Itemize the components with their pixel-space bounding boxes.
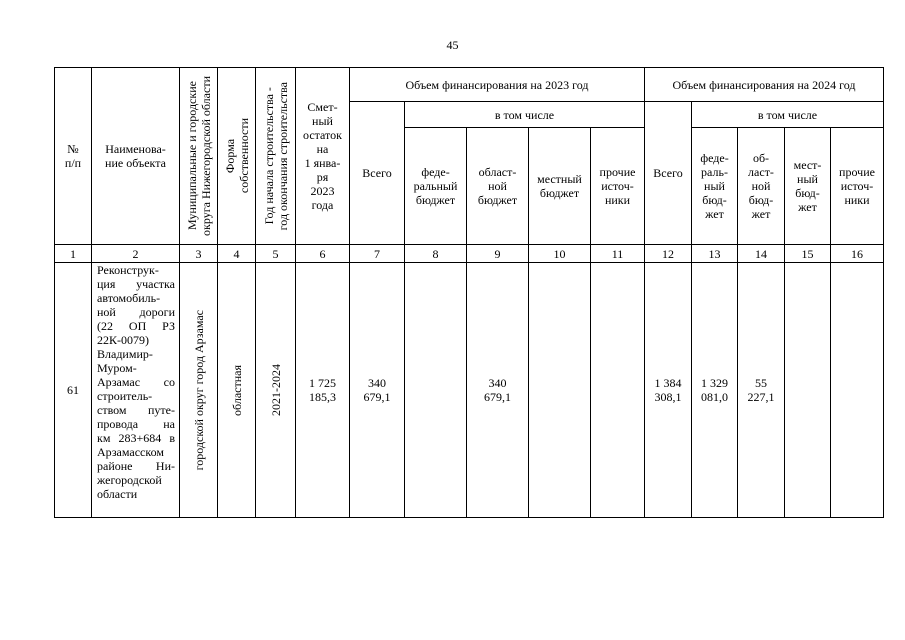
financing-table bbox=[54, 67, 884, 518]
header-group-2024: Объем финансирования на 2024 год bbox=[645, 68, 884, 102]
header-other-2024: прочие источ- ники bbox=[831, 128, 884, 245]
header-federal-2024: феде- раль- ный бюд- жет bbox=[692, 128, 738, 245]
header-total-2023: Всего bbox=[350, 102, 405, 245]
header-municipality: Муниципальные и городские округа Нижегородской области bbox=[180, 68, 218, 245]
federal-2023 bbox=[405, 263, 467, 518]
other-2023 bbox=[591, 263, 645, 518]
column-number: 10 bbox=[529, 245, 591, 263]
construction-years: 2021-2024 bbox=[256, 263, 296, 518]
header-group-2023: Объем финансирования на 2023 год bbox=[350, 68, 645, 102]
column-number: 14 bbox=[738, 245, 785, 263]
row-number: 61 bbox=[55, 263, 92, 518]
header-regional-2023: област- ной бюджет bbox=[467, 128, 529, 245]
header-including-2024: в том числе bbox=[692, 102, 884, 128]
header-local-2024: мест- ный бюд- жет bbox=[785, 128, 831, 245]
regional-2024: 55 227,1 bbox=[738, 263, 785, 518]
column-number: 1 bbox=[55, 245, 92, 263]
regional-2023: 340 679,1 bbox=[467, 263, 529, 518]
federal-2024: 1 329 081,0 bbox=[692, 263, 738, 518]
column-number: 9 bbox=[467, 245, 529, 263]
header-total-2024: Всего bbox=[645, 102, 692, 245]
total-2023: 340 679,1 bbox=[350, 263, 405, 518]
table-row bbox=[55, 263, 884, 518]
column-number: 5 bbox=[256, 245, 296, 263]
header-estimate-balance: Смет- ный остаток на 1 янва- ря 2023 года bbox=[296, 68, 350, 245]
column-numbers-row bbox=[55, 245, 884, 263]
municipality: городской округ город Арзамас bbox=[180, 263, 218, 518]
column-number: 2 bbox=[92, 245, 180, 263]
header-other-2023: прочие источ- ники bbox=[591, 128, 645, 245]
column-number: 3 bbox=[180, 245, 218, 263]
header-federal-2023: феде- ральный бюджет bbox=[405, 128, 467, 245]
column-number: 16 bbox=[831, 245, 884, 263]
column-number: 12 bbox=[645, 245, 692, 263]
header-regional-2024: об- ласт- ной бюд- жет bbox=[738, 128, 785, 245]
total-2024: 1 384 308,1 bbox=[645, 263, 692, 518]
header-object-name: Наименова- ние объекта bbox=[92, 68, 180, 245]
header-local-2023: местный бюджет bbox=[529, 128, 591, 245]
column-number: 13 bbox=[692, 245, 738, 263]
column-number: 6 bbox=[296, 245, 350, 263]
column-number: 4 bbox=[218, 245, 256, 263]
header-row-number: № п/п bbox=[55, 68, 92, 245]
estimate-balance: 1 725 185,3 bbox=[296, 263, 350, 518]
page-number: 45 bbox=[446, 38, 459, 52]
column-number: 7 bbox=[350, 245, 405, 263]
ownership: областная bbox=[218, 263, 256, 518]
other-2024 bbox=[831, 263, 884, 518]
object-name: Реконструк- ция участка автомобиль- ной дороги (22 ОП РЗ 22К-0079) Владимир- Муром- Арзамас со строитель- ством путе- провода на км 283+684 в Арзамасском районе Ни- жегородской области bbox=[92, 263, 180, 518]
column-number: 8 bbox=[405, 245, 467, 263]
header-including-2023: в том числе bbox=[405, 102, 645, 128]
header-construction-years: Год начала строительства - год окончания строительства bbox=[256, 68, 296, 245]
column-number: 15 bbox=[785, 245, 831, 263]
column-number: 11 bbox=[591, 245, 645, 263]
local-2023 bbox=[529, 263, 591, 518]
local-2024 bbox=[785, 263, 831, 518]
header-ownership: Форма собственности bbox=[218, 68, 256, 245]
